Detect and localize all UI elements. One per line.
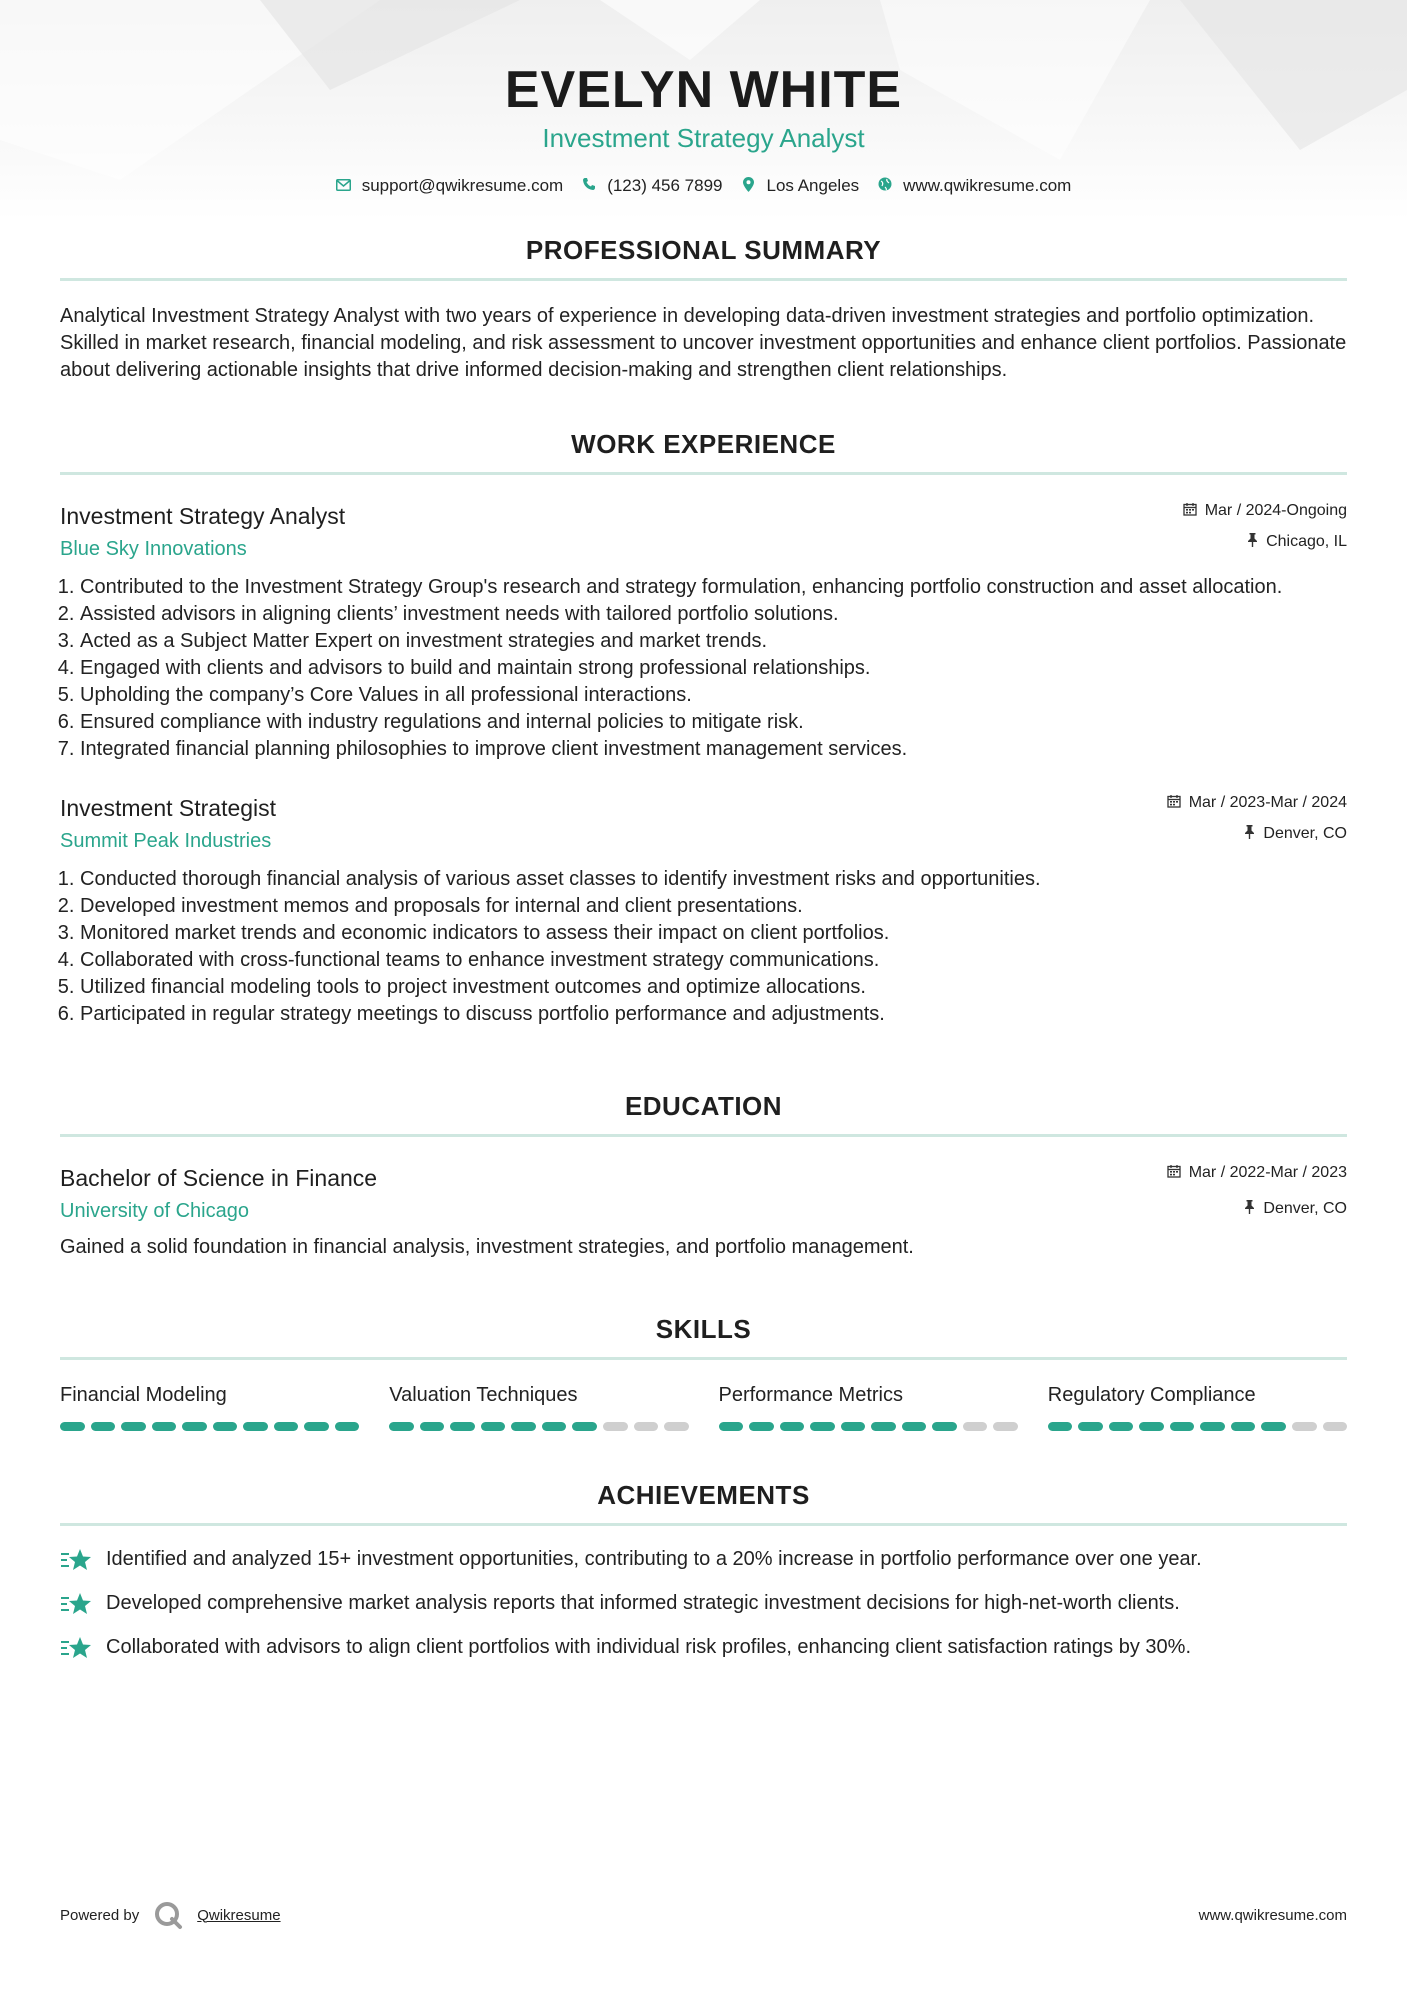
achievement-list (60, 1546, 1347, 1661)
degree-name: Bachelor of Science in Finance (60, 1165, 378, 1191)
list-item: 3. Acted as a Subject Matter Expert on investment strategies and market trends. (80, 628, 1347, 655)
skill-level-bar (1048, 1422, 1347, 1431)
star-badge-icon (60, 1591, 92, 1617)
job-role: Investment Strategist (60, 795, 277, 821)
job-location: Chicago, IL (1266, 533, 1347, 550)
skill-level-segment (182, 1422, 207, 1431)
skill-level-segment (243, 1422, 268, 1431)
page-footer (60, 1900, 1347, 1930)
skill-level-segment (1078, 1422, 1103, 1431)
section-heading: ACHIEVEMENTS (597, 1480, 810, 1510)
list-item: 1. Conducted thorough financial analysis of various asset classes to identify investment risks and opportunities. (80, 866, 1347, 893)
contact-location (741, 176, 860, 196)
skill-level-segment (871, 1422, 896, 1431)
skill-name: Regulatory Compliance (1047, 1384, 1256, 1406)
skill-level-segment (1292, 1422, 1317, 1431)
contact-phone-text: (123) 456 7899 (607, 176, 723, 195)
skill-level-segment (810, 1422, 835, 1431)
list-item: 4. Engaged with clients and advisors to build and maintain strong professional relationships. (80, 655, 1347, 682)
skill-level-segment (603, 1422, 628, 1431)
job-company: Summit Peak Industries (60, 830, 272, 852)
skill-level-segment (1323, 1422, 1348, 1431)
list-item: 2. Assisted advisors in aligning clients’ investment needs with tailored portfolio solutions. (80, 601, 1347, 628)
pushpin-icon (1244, 1199, 1255, 1219)
skill-level-segment (1139, 1422, 1164, 1431)
skill-level-bar (60, 1422, 359, 1431)
skill-level-segment (274, 1422, 299, 1431)
education-section (60, 1090, 1347, 1261)
list-item: 5. Utilized financial modeling tools to project investment outcomes and optimize allocations. (80, 974, 1347, 1001)
list-item: 7. Integrated financial planning philosophies to improve client investment management services. (80, 736, 1347, 763)
achievement-text: Identified and analyzed 15+ investment opportunities, contributing to a 20% increase in portfolio performance over one year. (106, 1548, 1202, 1570)
calendar-icon (1183, 501, 1197, 521)
skill-level-segment (749, 1422, 774, 1431)
phone-icon (581, 177, 597, 195)
section-divider (60, 1134, 1347, 1137)
calendar-icon (1167, 1163, 1181, 1183)
skill-level-segment (634, 1422, 659, 1431)
list-item: 1. Contributed to the Investment Strategy Group's research and strategy formulation, enhancing portfolio construction and asset allocation. (80, 574, 1347, 601)
section-divider (60, 472, 1347, 475)
skill-level-segment (389, 1422, 414, 1431)
skill-level-segment (481, 1422, 506, 1431)
achievement-item (60, 1634, 1347, 1661)
section-heading: PROFESSIONAL SUMMARY (525, 235, 882, 265)
skill-level-segment (91, 1422, 116, 1431)
contact-location-text: Los Angeles (766, 176, 860, 195)
list-item: 3. Monitored market trends and economic indicators to assess their impact on client portfolios. (80, 920, 1347, 947)
section-heading: WORK EXPERIENCE (571, 429, 836, 459)
achievements-section (60, 1479, 1347, 1661)
candidate-name: EVELYN WHITE (504, 61, 903, 119)
qwikresume-logo-icon (153, 1900, 183, 1930)
candidate-title: Investment Strategy Analyst (542, 123, 865, 153)
skill-level-segment (993, 1422, 1018, 1431)
summary-section (60, 234, 1347, 384)
achievement-item (60, 1546, 1347, 1573)
skill-level-bar (389, 1422, 688, 1431)
skill-level-segment (664, 1422, 689, 1431)
skill-level-segment (780, 1422, 805, 1431)
skill-level-segment (902, 1422, 927, 1431)
brand-link[interactable]: Qwikresume (197, 1906, 281, 1924)
list-item: 6. Ensured compliance with industry regulations and internal policies to mitigate risk. (80, 709, 1347, 736)
achievement-item (60, 1590, 1347, 1617)
envelope-icon (336, 178, 352, 195)
skill-level-segment (932, 1422, 957, 1431)
job-company: Blue Sky Innovations (60, 538, 247, 560)
section-divider (60, 278, 1347, 281)
globe-icon (877, 177, 893, 195)
section-heading: SKILLS (655, 1314, 752, 1344)
job-dates: Mar / 2024-Ongoing (1204, 502, 1347, 519)
summary-text: Analytical Investment Strategy Analyst with two years of experience in developing data-driven investment strategies and portfolio optimization. Skilled in market research, financial modeling, and risk assessment to uncover investment opportunities and enhance client portfolios. Passionate about delivering actionable insights that drive informed decision-making and strengthen client relationships. (60, 305, 1347, 381)
work-experience-section (60, 428, 1347, 1028)
skills-section (60, 1313, 1347, 1431)
skill-level-segment (719, 1422, 744, 1431)
resume-header (60, 0, 1347, 196)
job-entry (60, 793, 1347, 1028)
skill-level-segment (60, 1422, 85, 1431)
powered-by (60, 1900, 281, 1930)
contact-website-text: www.qwikresume.com (903, 176, 1072, 195)
education-dates: Mar / 2022-Mar / 2023 (1188, 1164, 1347, 1181)
skill-level-segment (1231, 1422, 1256, 1431)
section-heading: EDUCATION (624, 1091, 783, 1121)
contact-phone[interactable] (581, 176, 722, 196)
section-divider (60, 1357, 1347, 1360)
skill-item (719, 1382, 1018, 1431)
contact-website[interactable] (877, 176, 1071, 196)
skill-item (60, 1382, 359, 1431)
skill-level-segment (304, 1422, 329, 1431)
skill-level-segment (572, 1422, 597, 1431)
skill-level-segment (420, 1422, 445, 1431)
skill-level-segment (511, 1422, 536, 1431)
skill-level-segment (963, 1422, 988, 1431)
skill-level-segment (542, 1422, 567, 1431)
skill-level-segment (1200, 1422, 1225, 1431)
skill-level-segment (1048, 1422, 1073, 1431)
skill-level-segment (1109, 1422, 1134, 1431)
pushpin-icon (1244, 824, 1255, 844)
list-item: 5. Upholding the company’s Core Values in all professional interactions. (80, 682, 1347, 709)
skills-grid (60, 1382, 1347, 1431)
skill-level-segment (841, 1422, 866, 1431)
contact-email-text: support@qwikresume.com (361, 176, 564, 195)
job-entry (60, 501, 1347, 763)
skill-level-segment (121, 1422, 146, 1431)
skill-level-segment (1261, 1422, 1286, 1431)
job-bullets (60, 574, 1347, 763)
pushpin-icon (1247, 532, 1258, 552)
skill-level-segment (213, 1422, 238, 1431)
job-role: Investment Strategy Analyst (60, 503, 346, 529)
achievement-text: Developed comprehensive market analysis reports that informed strategic investment decisions for high-net-worth clients. (106, 1592, 1180, 1614)
calendar-icon (1167, 793, 1181, 813)
skill-item (389, 1382, 688, 1431)
list-item: 6. Participated in regular strategy meetings to discuss portfolio performance and adjustments. (80, 1001, 1347, 1028)
job-location: Denver, CO (1263, 825, 1347, 842)
contact-bar (60, 176, 1347, 196)
skill-name: Valuation Techniques (389, 1384, 578, 1406)
star-badge-icon (60, 1635, 92, 1661)
skill-level-segment (1170, 1422, 1195, 1431)
star-badge-icon (60, 1547, 92, 1573)
job-bullets (60, 866, 1347, 1028)
education-location: Denver, CO (1263, 1200, 1347, 1217)
contact-email[interactable] (336, 176, 564, 196)
footer-website[interactable]: www.qwikresume.com (1198, 1906, 1347, 1924)
skill-level-segment (450, 1422, 475, 1431)
skill-level-segment (152, 1422, 177, 1431)
education-description: Gained a solid foundation in financial analysis, investment strategies, and portfolio management. (60, 1236, 914, 1258)
skill-level-bar (719, 1422, 1018, 1431)
list-item: 2. Developed investment memos and proposals for internal and client presentations. (80, 893, 1347, 920)
list-item: 4. Collaborated with cross-functional teams to enhance investment strategy communications. (80, 947, 1347, 974)
skill-level-segment (335, 1422, 360, 1431)
skill-item (1048, 1382, 1347, 1431)
achievement-text: Collaborated with advisors to align client portfolios with individual risk profiles, enhancing client satisfaction ratings by 30%. (106, 1636, 1191, 1658)
skill-name: Financial Modeling (60, 1384, 227, 1406)
map-pin-icon (741, 177, 757, 196)
job-dates: Mar / 2023-Mar / 2024 (1188, 794, 1347, 811)
skill-name: Performance Metrics (718, 1384, 903, 1406)
powered-by-label: Powered by (60, 1906, 140, 1924)
school-name: University of Chicago (60, 1200, 249, 1222)
section-divider (60, 1523, 1347, 1526)
education-entry (60, 1163, 1347, 1261)
